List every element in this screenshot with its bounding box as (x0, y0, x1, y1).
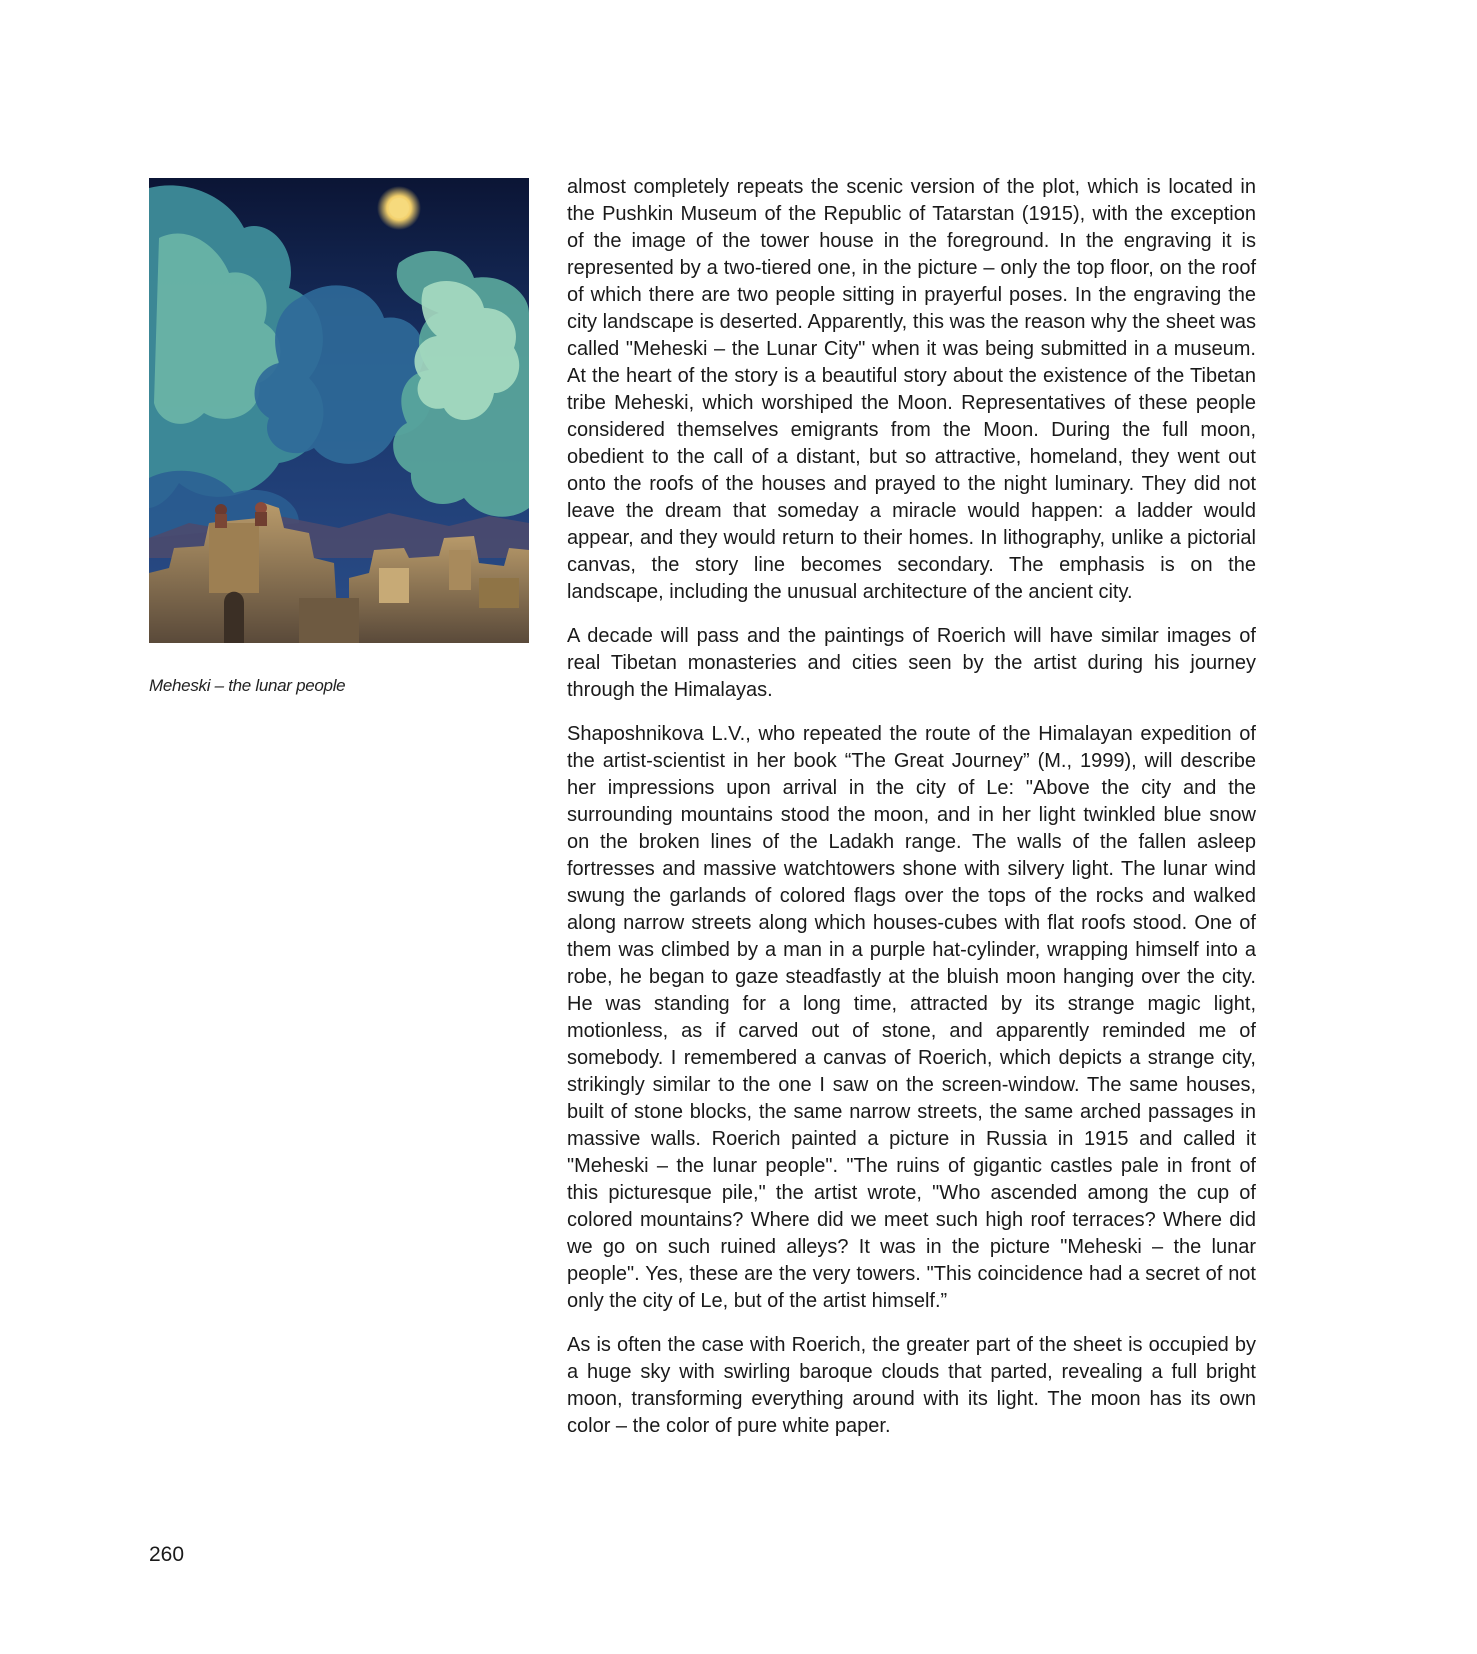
page-number: 260 (149, 1543, 185, 1566)
paragraph-2: A decade will pass and the paintings of Roerich will have similar images of real Tibetan monasteries and cities seen by the artist during his journey through the Himalayas. (567, 625, 1256, 701)
paragraph-3: Shaposhnikova L.V., who repeated the route of the Himalayan expedition of the artist-scientist in her book “The Great Journey” (M., 1999), will describe her impressions upon arrival in the city of Le: "Above the city and the surrounding mountains stood the moon, and in her light twinkled blue snow on the broken lines of the Ladakh range. The walls of the fallen asleep fortresses and massive watchtowers shone with silvery light. The lunar wind swung the garlands of colored flags over the tops of the rocks and walked along narrow streets along which houses-cubes with flat roofs stood. One of them was climbed by a man in a purple hat-cylinder, wrapping himself into a robe, he began to gaze steadfastly at the bluish moon hanging over the city. He was standing for a long time, attracted by its strange magic light, motionless, as if carved out of stone, and apparently reminded me of somebody. I remembered a canvas of Roerich, which depicts a strange city, strikingly similar to the one I saw on the screen-window. The same houses, built of stone blocks, the same narrow streets, the same arched passages in massive walls. Roerich painted a picture in Russia in 1915 and called it "Meheski – the lunar people". "The ruins of gigantic castles pale in front of this picturesque pile," the artist wrote, "Who ascended among the cup of colored mountains? Where did we meet such high roof terraces? Where did we go on such ruined alleys? It was in the picture "Meheski – the lunar people". Yes, these are the very towers. "This coincidence had a secret of not only the city of Le, but of the artist himself.” (567, 723, 1256, 1312)
figure-caption: Meheski – the lunar people (149, 676, 346, 695)
arch (224, 592, 244, 643)
tower-block (209, 523, 259, 593)
painting-meheski-image (149, 178, 529, 643)
painting-figure (149, 178, 529, 643)
paragraph-4: As is often the case with Roerich, the greater part of the sheet is occupied by a huge sky with swirling baroque clouds that parted, revealing a full bright moon, transforming everything around with its light. The moon has its own color – the color of pure white paper. (567, 1334, 1256, 1437)
paragraph-1: almost completely repeats the scenic version of the plot, which is located in the Pushkin Museum of the Republic of Tatarstan (1915), with the exception of the image of the tower house in the foreground. In the engraving it is represented by a two-tiered one, in the picture – only the top floor, on the roof of which there are two people sitting in prayerful poses. In the engraving the city landscape is deserted. Apparently, this was the reason why the sheet was called "Meheski – the Lunar City" when it was being submitted in a museum. At the heart of the story is a beautiful story about the existence of the Tibetan tribe Meheski, which worshiped the Moon. Representatives of these people considered themselves emigrants from the Moon. During the full moon, obedient to the call of a distant, but so attractive, homeland, they went out onto the roofs of the houses and prayed to the night luminary. They did not leave the dream that someday a miracle would happen: a ladder would appear, and they would return to their homes. In lithography, unlike a pictorial canvas, the story line becomes secondary. The emphasis is on the landscape, including the unusual architecture of the ancient city. (567, 176, 1256, 603)
moon (389, 198, 409, 218)
article-body (567, 174, 1256, 1457)
